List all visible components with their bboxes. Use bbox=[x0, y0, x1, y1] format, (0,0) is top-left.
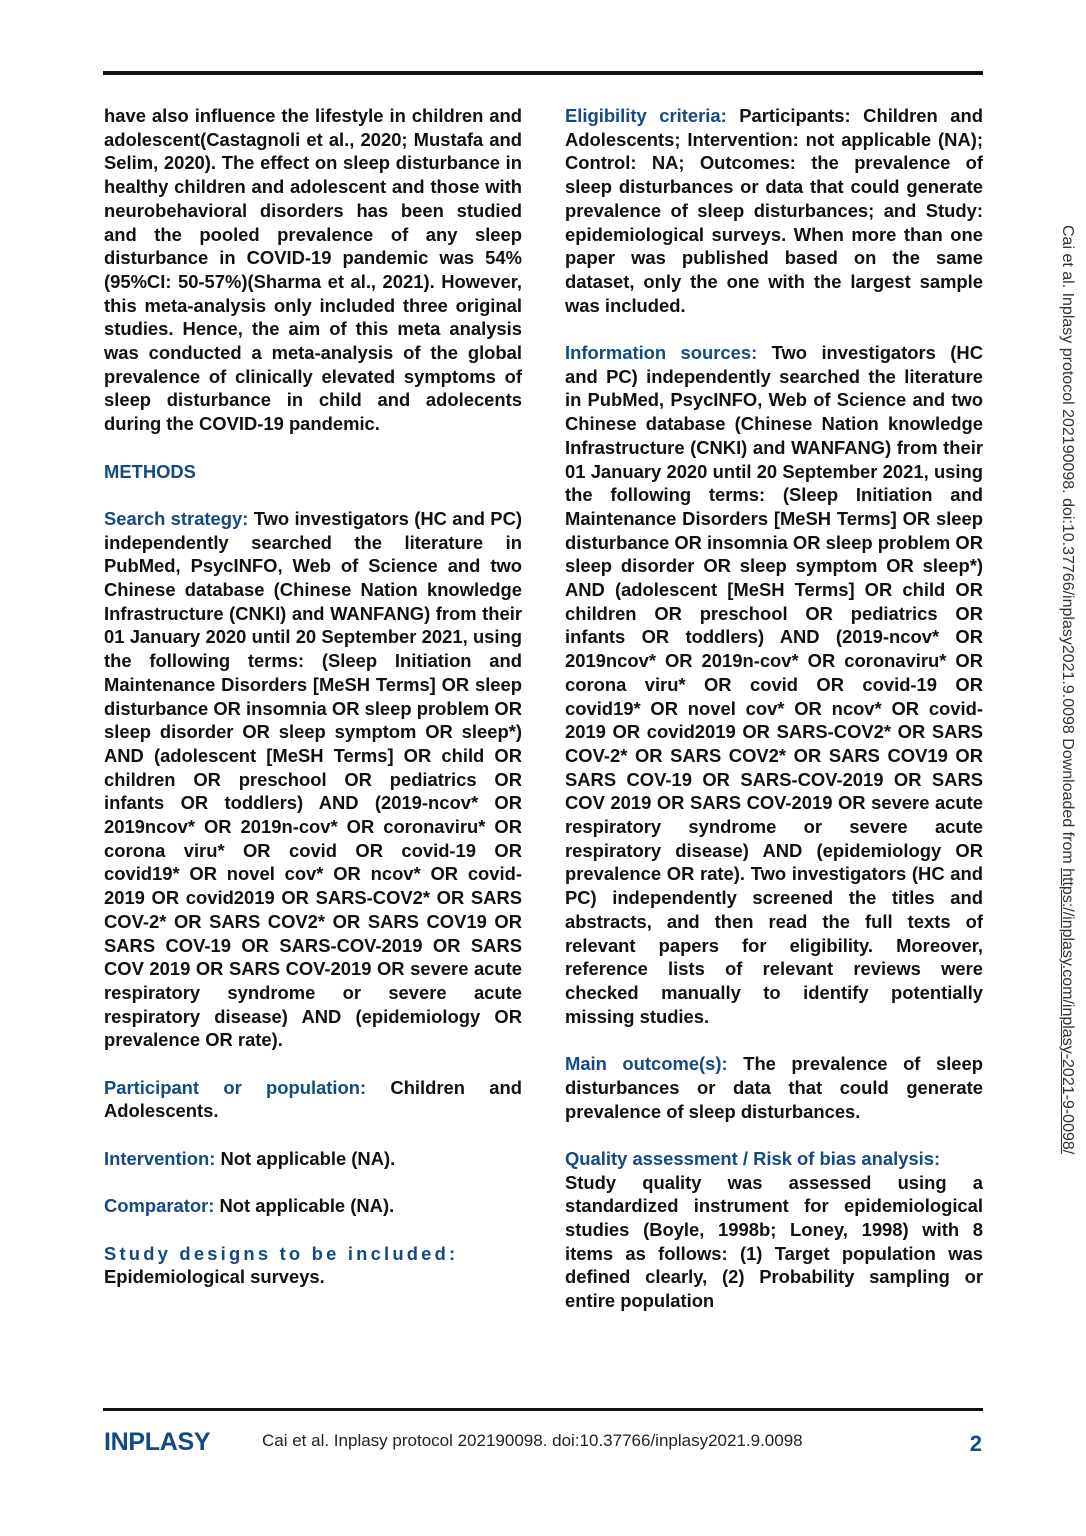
side-download-note bbox=[1058, 225, 1076, 1154]
main-outcomes-label: Main outcome(s): bbox=[565, 1053, 728, 1075]
information-sources-paragraph bbox=[565, 341, 983, 1028]
information-sources-text: Two investigators (HC and PC) independently searched the literature in PubMed, PsycINFO, Web of Science and two Chinese database (Chinese Nation knowledge Infrastructure (CNKI) and WANFANG) from their 01 January 2020 until 20 September 2021, using the following terms: (Sleep Initiation and Maintenance Disorders [MeSH Terms] OR sleep disturbance OR insomnia OR sleep problem OR sleep disorder OR sleep symptom OR sleep*) AND (adolescent [MeSH Terms] OR child OR children OR preschool OR pediatrics OR infants OR toddlers) AND (2019-ncov* OR 2019ncov* OR 2019n-cov* OR coronaviru* OR corona viru* OR covid OR covid-19 OR covid19* OR novel cov* OR ncov* OR covid-2019 OR covid2019 OR SARS-COV2* OR SARS COV-2* OR SARS COV2* OR SARS COV19 OR SARS COV-19 OR SARS-COV-2019 OR SARS COV 2019 OR SARS COV-2019 OR severe acute respiratory syndrome or severe acute respiratory disease) AND (epidemiology OR prevalence OR rate). Two investigators (HC and PC) independently screened the titles and abstracts, and then read the full texts of relevant papers for eligibility. Moreover, reference lists of relevant reviews were checked manually to identify potentially missing studies. bbox=[565, 342, 983, 1027]
intervention-label: Intervention: bbox=[104, 1147, 216, 1169]
participant-label: Participant or population: bbox=[104, 1076, 367, 1098]
study-designs-paragraph bbox=[104, 1242, 522, 1289]
footer-rule bbox=[103, 1408, 983, 1411]
footer-citation: Cai et al. Inplasy protocol 202190098. doi:10.37766/inplasy2021.9.0098 bbox=[262, 1431, 803, 1450]
left-column bbox=[104, 104, 522, 1313]
footer-brand-logo: INPLASY bbox=[104, 1428, 211, 1456]
main-outcomes-text: The prevalence of sleep disturbances or data that could generate prevalence of sleep disturbances. bbox=[565, 1053, 983, 1122]
eligibility-label: Eligibility criteria: bbox=[565, 105, 727, 126]
quality-assessment-text: Study quality was assessed using a standardized instrument for epidemiological studies (Boyle, 1998b; Loney, 1998) with 8 items as follows: (1) Target population was defined clearly, (2) Probability sampling or entire population bbox=[565, 1171, 983, 1312]
search-strategy-label: Search strategy: bbox=[104, 507, 249, 529]
side-note-link[interactable]: https://inplasy.com/inplasy-2021-9-0098/ bbox=[1059, 868, 1076, 1155]
intro-paragraph: have also influence the lifestyle in children and adolescent(Castagnoli et al., 2020; Mustafa and Selim, 2020). The effect on sleep disturbance in healthy children and adolescent and those with neurobehavioral disorders has been studied and the pooled prevalence of any sleep disturbance in COVID-19 pandemic was 54% (95%CI: 50-57%)(Sharma et al., 2021). However, this meta-analysis only included three original studies. Hence, the aim of this meta analysis was conducted a meta-analysis of the global prevalence of clinically elevated symptoms of sleep disturbance in child and adolecents during the COVID-19 pandemic. bbox=[104, 105, 522, 435]
participant-text: Children and Adolescents. bbox=[104, 1076, 522, 1122]
search-strategy-paragraph bbox=[104, 507, 522, 1052]
header-rule bbox=[103, 71, 983, 75]
comparator-paragraph bbox=[104, 1194, 522, 1218]
participant-paragraph bbox=[104, 1076, 522, 1123]
right-column bbox=[565, 104, 983, 1337]
intervention-text: Not applicable (NA). bbox=[215, 1147, 396, 1169]
search-strategy-text: Two investigators (HC and PC) independently searched the literature in PubMed, PsycINFO, Web of Science and two Chinese database (Chinese Nation knowledge Infrastructure (CNKI) and WANFANG) from their 01 January 2020 until 20 September 2021, using the following terms: (Sleep Initiation and Maintenance Disorders [MeSH Terms] OR sleep disturbance OR insomnia OR sleep problem OR sleep disorder OR sleep symptom OR sleep*) AND (adolescent [MeSH Terms] OR child OR children OR preschool OR pediatrics OR infants OR toddlers) AND (2019-ncov* OR 2019ncov* OR 2019n-cov* OR coronaviru* OR corona viru* OR covid OR covid-19 OR covid19* OR novel cov* OR ncov* OR covid-2019 OR covid2019 OR SARS-COV2* OR SARS COV-2* OR SARS COV2* OR SARS COV19 OR SARS COV-19 OR SARS-COV-2019 OR SARS COV 2019 OR SARS COV-2019 OR severe acute respiratory syndrome or severe acute respiratory disease) AND (epidemiology OR prevalence OR rate). bbox=[104, 507, 522, 1051]
side-note-text: Cai et al. Inplasy protocol 202190098. doi:10.37766/inplasy2021.9.0098 Downloaded from bbox=[1059, 225, 1076, 869]
methods-heading: METHODS bbox=[104, 460, 196, 482]
comparator-text: Not applicable (NA). bbox=[214, 1195, 395, 1217]
comparator-label: Comparator: bbox=[104, 1195, 215, 1217]
information-sources-label: Information sources: bbox=[565, 342, 758, 364]
intervention-paragraph bbox=[104, 1147, 522, 1171]
study-designs-label: Study designs to be included: bbox=[104, 1242, 459, 1264]
study-designs-text: Epidemiological surveys. bbox=[104, 1266, 325, 1288]
page-number: 2 bbox=[969, 1431, 982, 1456]
quality-assessment-paragraph bbox=[565, 1147, 983, 1313]
main-outcomes-paragraph bbox=[565, 1052, 983, 1123]
quality-assessment-label: Quality assessment / Risk of bias analysis: bbox=[565, 1147, 941, 1169]
eligibility-text: Participants: Children and Adolescents; Intervention: not applicable (NA); Control: NA; Outcomes: the prevalence of sleep disturbances or data that could generate prevalence of sleep disturbances; and Study: epidemiological surveys. When more than one paper was published based on the same dataset, only the one with the largest sample was included. bbox=[565, 105, 983, 316]
eligibility-paragraph bbox=[565, 104, 983, 317]
